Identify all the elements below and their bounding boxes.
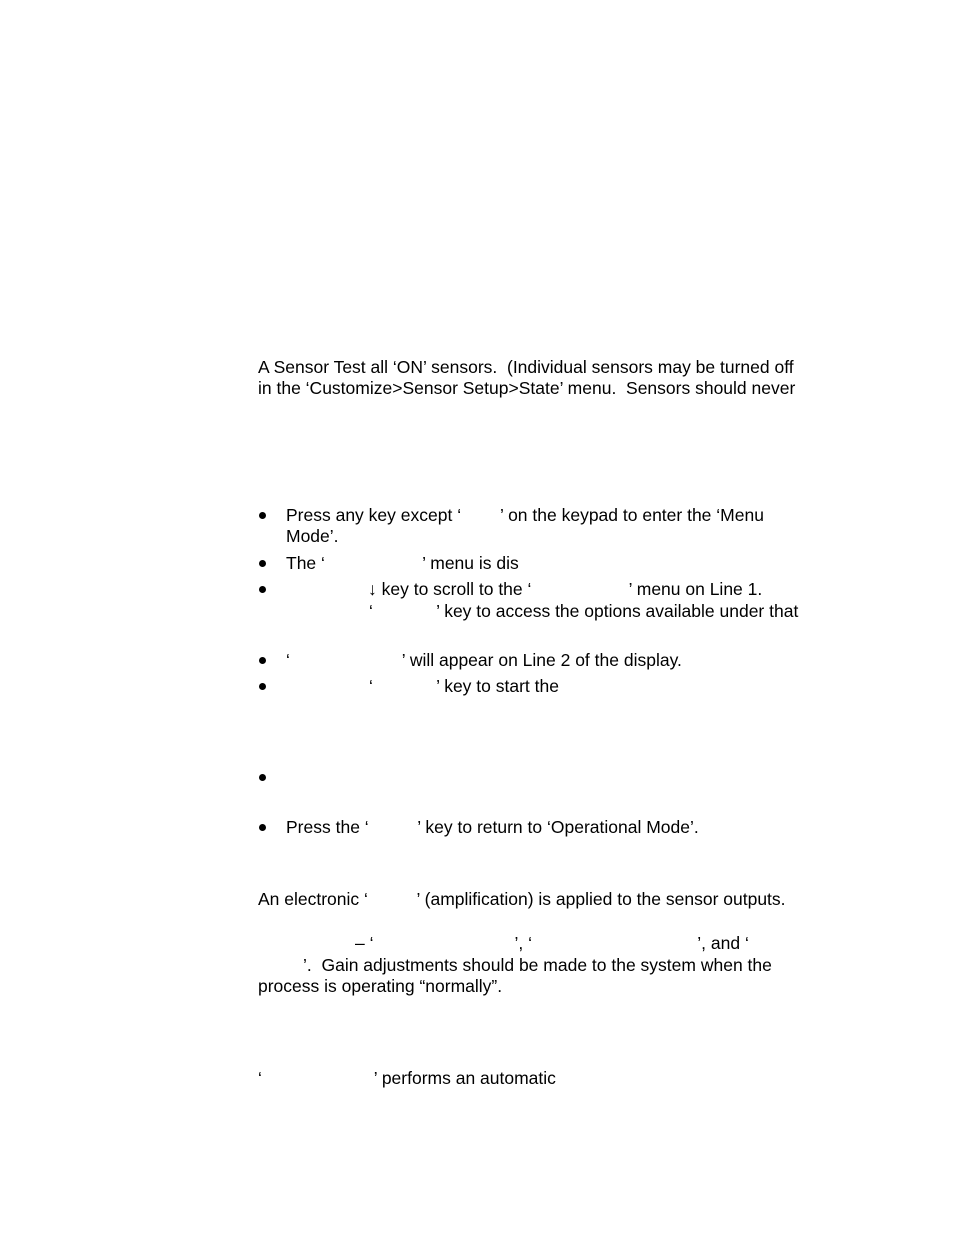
step-1-line-2: Mode’. — [286, 526, 339, 546]
gain-line-2: – ‘ ’, ‘ ’, and ‘ — [355, 933, 749, 953]
step-5-line-1: ‘ ’ key to start the — [369, 676, 559, 696]
step-7-line-1: Press the ‘ ’ key to return to ‘Operational Mode’. — [286, 817, 699, 837]
step-4-line-1: ‘ ’ will appear on Line 2 of the display. — [286, 650, 682, 670]
step-2-line-1: The ‘ ’ menu is dis — [286, 553, 519, 573]
auto-line-1: ‘ ’ performs an automatic — [258, 1068, 556, 1088]
bullet-icon — [259, 774, 266, 781]
gain-line-4: process is operating “normally”. — [258, 976, 503, 996]
gain-line-3: ’. Gain adjustments should be made to the system when the — [303, 955, 772, 975]
bullet-icon — [259, 586, 266, 593]
bullet-icon — [259, 560, 266, 567]
bullet-icon — [259, 657, 266, 664]
gain-line-1: An electronic ‘ ’ (amplification) is applied to the sensor outputs. — [258, 889, 786, 909]
bullet-icon — [259, 683, 266, 690]
bullet-icon — [259, 512, 266, 519]
intro-line-2: in the ‘Customize>Sensor Setup>State’ menu. Sensors should never — [258, 378, 796, 398]
bullet-icon — [259, 824, 266, 831]
intro-line-1: A Sensor Test all ‘ON’ sensors. (Individual sensors may be turned off — [258, 357, 794, 377]
step-1-line-1: Press any key except ‘ ’ on the keypad to enter the ‘Menu — [286, 505, 764, 525]
step-3-line-1: ↓ key to scroll to the ‘ ’ menu on Line 1. — [368, 579, 763, 599]
step-3-line-2: ‘ ’ key to access the options available under that — [369, 601, 799, 621]
